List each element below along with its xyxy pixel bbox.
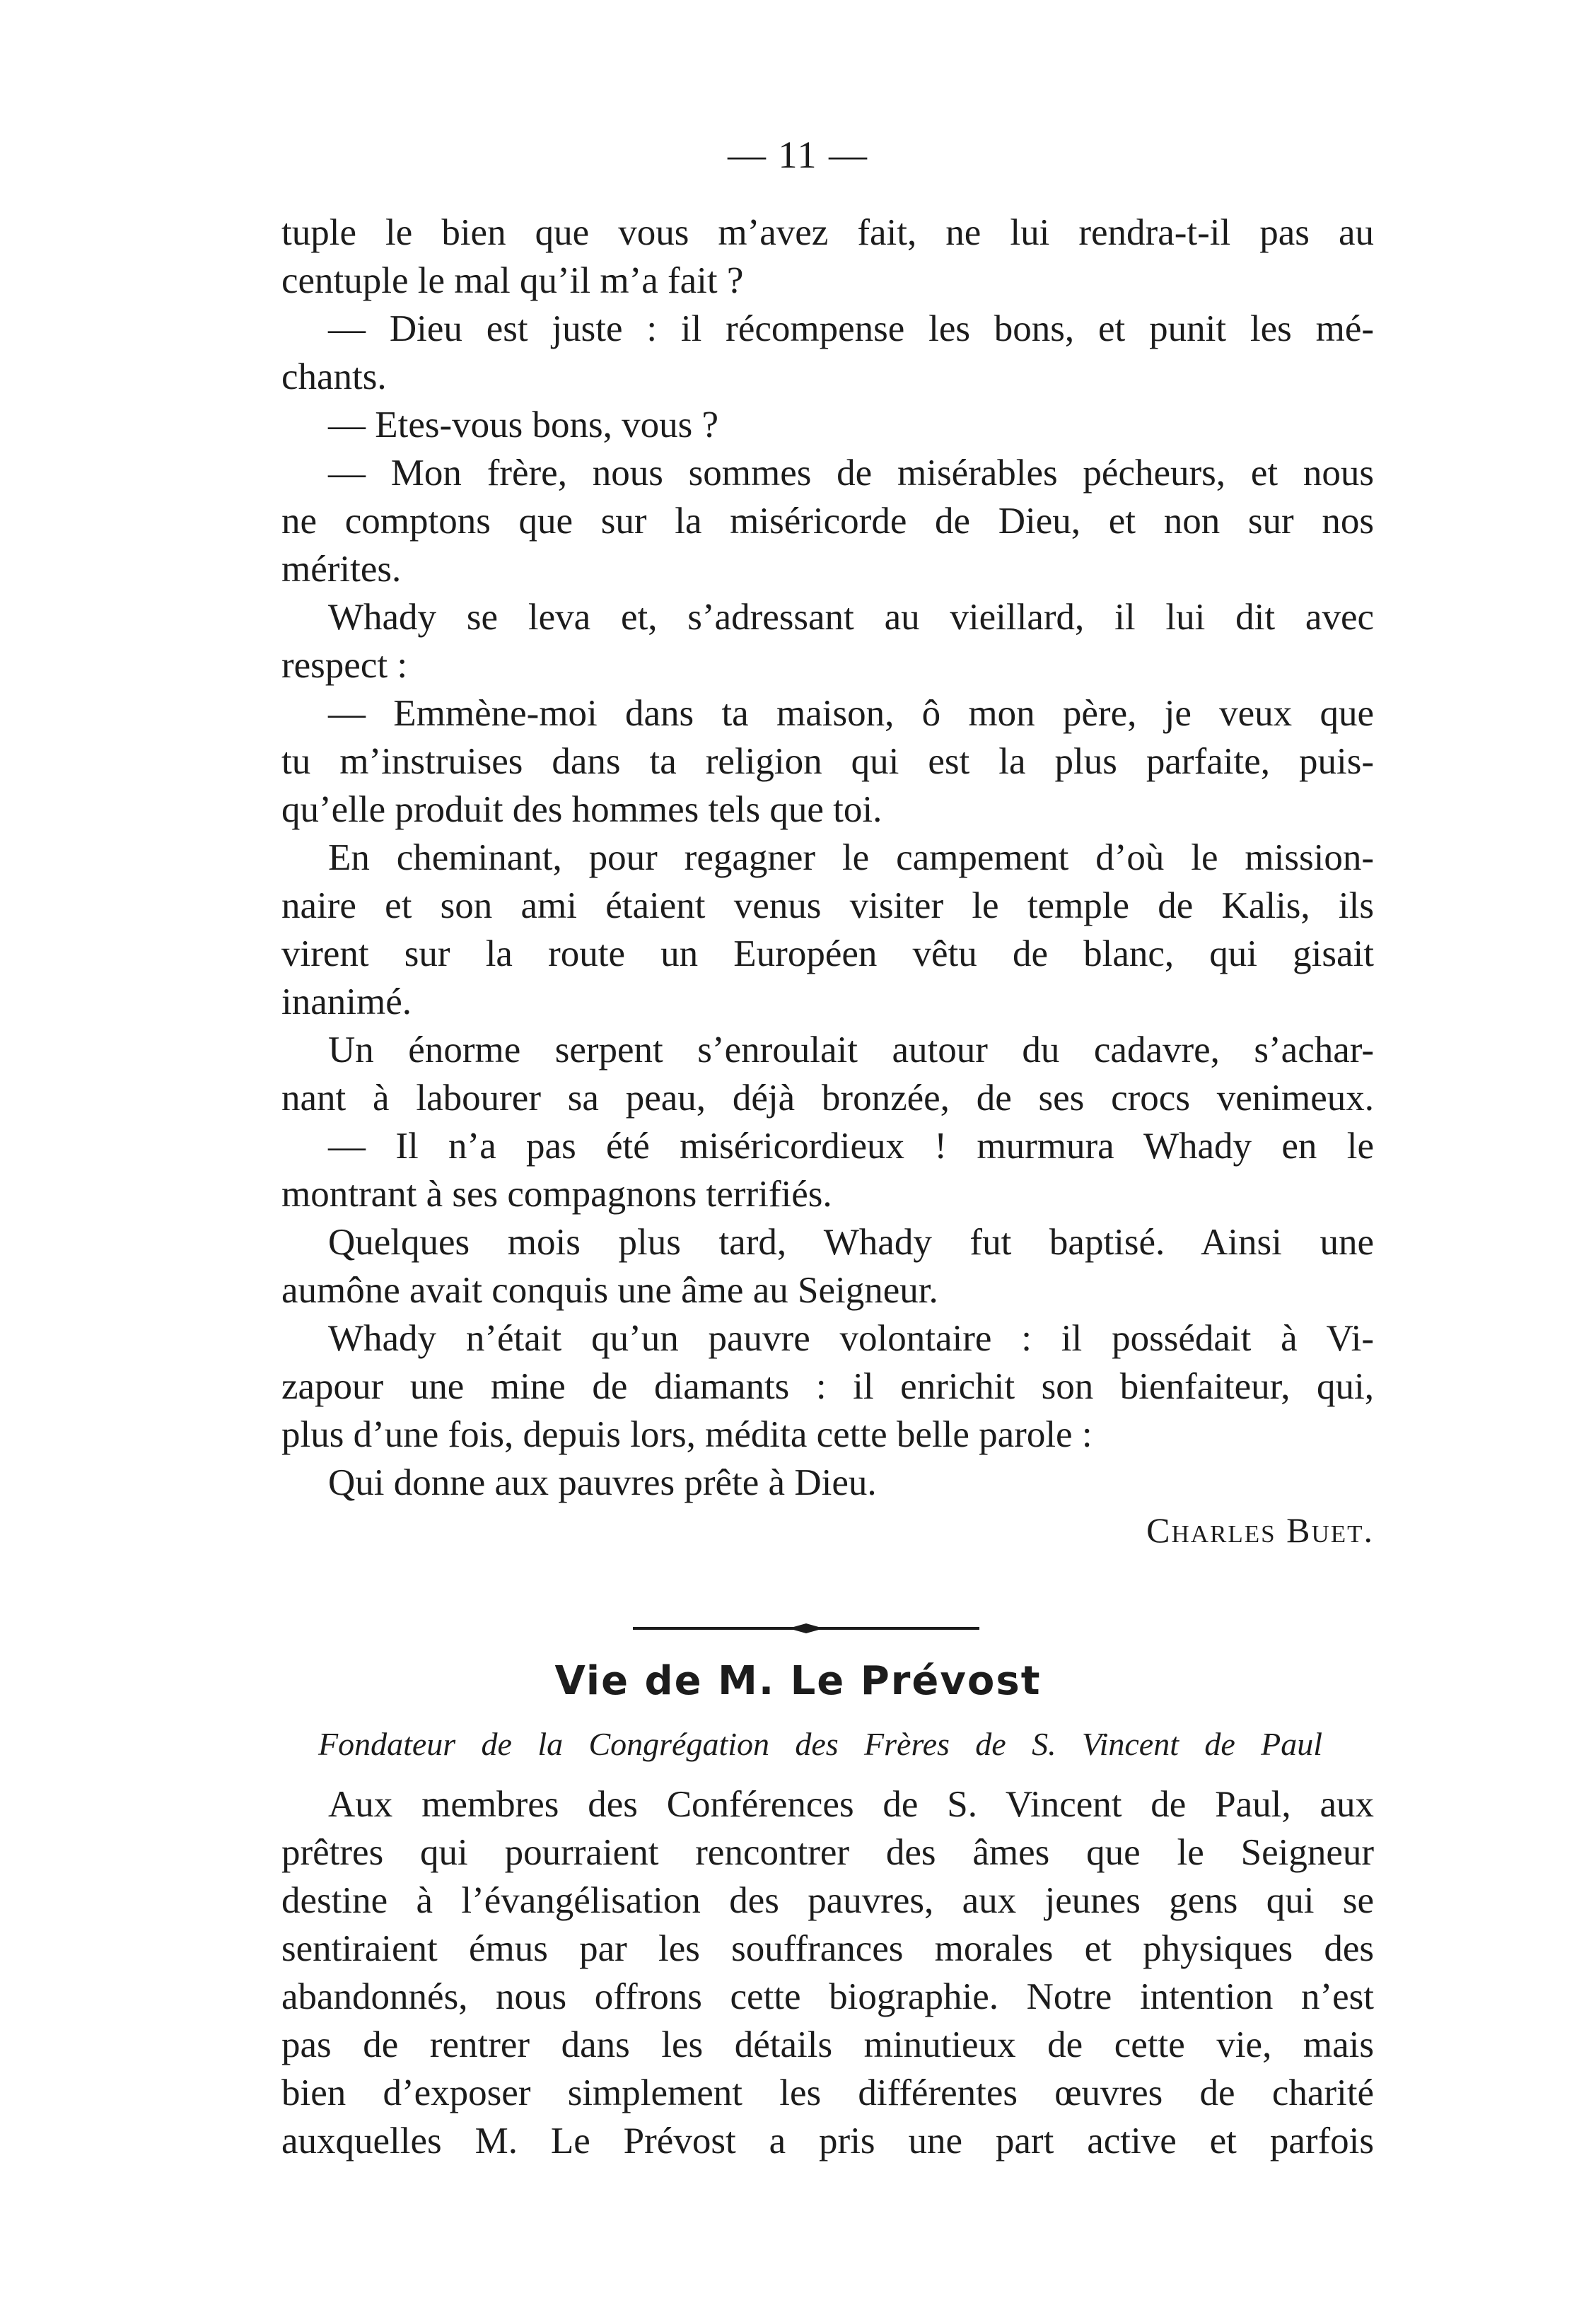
text-line: Quelques mois plus tard, Whady fut baptisé. Ainsi une [328,1222,1374,1263]
text-line: mérites. [281,549,402,590]
text-line: abandonnés, nous offrons cette biographie. Notre intention n’est [281,1976,1374,2017]
text-line: inanimé. [281,981,412,1022]
text-line: aumône avait conquis une âme au Seigneur. [281,1270,938,1311]
text-line: pas de rentrer dans les détails minutieux de cette vie, mais [281,2024,1374,2065]
text-line: — Emmène-moi dans ta maison, ô mon père, je veux que [328,693,1374,734]
text-line: — Il n’a pas été miséricordieux ! murmura Whady en le [328,1126,1374,1167]
text-line: tu m’instruises dans ta religion qui est la plus parfaite, puis- [281,741,1374,782]
text-line: En cheminant, pour regagner le campement d’où le mission- [328,837,1374,878]
page-number: — 11 — [728,134,868,176]
text-line: naire et son ami étaient venus visiter le temple de Kalis, ils [281,885,1374,926]
section-separator [633,1623,979,1633]
text-line: plus d’une fois, depuis lors, médita cette belle parole : [281,1414,1093,1455]
section-title: Vie de M. Le Prévost [554,1658,1042,1704]
text-line: qu’elle produit des hommes tels que toi. [281,789,883,830]
text-line: montrant à ses compagnons terrifiés. [281,1174,832,1215]
text-line: — Dieu est juste : il récompense les bons, et punit les mé- [328,308,1374,349]
separator-ornament [788,1623,824,1633]
text-block-1 [281,209,1374,1507]
text-line: Whady se leva et, s’adressant au vieillard, il lui dit avec [328,597,1374,638]
text-line: chants. [281,356,387,397]
text-line: respect : [281,645,408,686]
text-line: auxquelles M. Le Prévost a pris une part active et parfois [281,2121,1374,2162]
text-line: zapour une mine de diamants : il enrichit son bienfaiteur, qui, [281,1366,1374,1407]
text-line: Un énorme serpent s’enroulait autour du cadavre, s’achar- [328,1029,1374,1071]
text-line: sentiraient émus par les souffrances morales et physiques des [281,1928,1374,1969]
text-line: prêtres qui pourraient rencontrer des âmes que le Seigneur [281,1832,1374,1873]
text-line: Qui donne aux pauvres prête à Dieu. [328,1462,877,1503]
text-line: centuple le mal qu’il m’a fait ? [281,260,744,301]
text-line: virent sur la route un Européen vêtu de blanc, qui gisait [281,933,1374,974]
author-signature: Charles Buet. [1146,1510,1374,1550]
section-subtitle: Fondateur de la Congrégation des Frères de S. Vincent de Paul [318,1726,1322,1762]
text-line: Aux membres des Conférences de S. Vincent de Paul, aux [328,1784,1374,1825]
text-line: nant à labourer sa peau, déjà bronzée, de ses crocs venimeux. [281,1078,1374,1119]
text-line: destine à l’évangélisation des pauvres, aux jeunes gens qui se [281,1880,1374,1921]
text-block-2 [281,1780,1374,2165]
text-line: tuple le bien que vous m’avez fait, ne lui rendra-t-il pas au [281,212,1374,253]
text-line: Whady n’était qu’un pauvre volontaire : il possédait à Vi- [328,1318,1374,1359]
text-line: — Mon frère, nous sommes de misérables pécheurs, et nous [328,453,1374,494]
text-line: bien d’exposer simplement les différentes œuvres de charité [281,2072,1374,2113]
text-line: ne comptons que sur la miséricorde de Dieu, et non sur nos [281,501,1374,542]
text-line: — Etes-vous bons, vous ? [328,404,719,445]
